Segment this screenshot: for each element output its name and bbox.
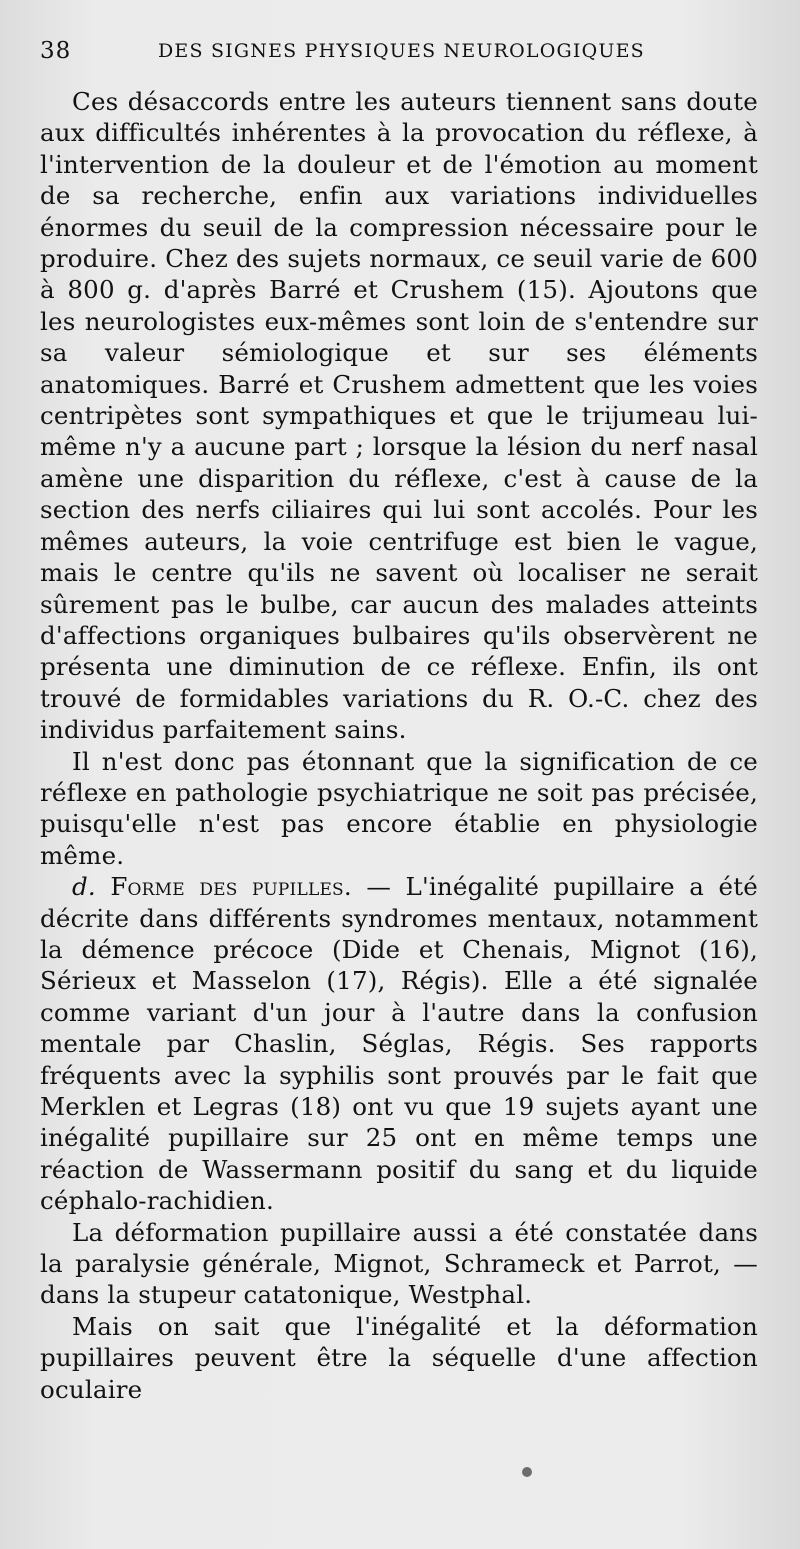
paragraph-1: Ces désaccords entre les auteurs tiennent sans doute aux difficultés inhérentes à la provocation du réflexe, à l'intervention de la douleur et de l'émotion au moment de sa recherche, enfin aux variations individuelles énormes du seuil de la compression nécessaire pour le produire. Chez des sujets normaux, ce seuil varie de 600 à 800 g. d'après Barré et Crushem (15). Ajoutons que les neurologistes eux-mêmes sont loin de s'entendre sur sa valeur sémiologique et sur ses éléments anatomiques. Barré et Crushem admettent que les voies centripètes sont sympathiques et que le trijumeau lui-même n'y a aucune part ; lorsque la lésion du nerf nasal amène une disparition du réflexe, c'est à cause de la section des nerfs ciliaires qui lui sont accolés. Pour les mêmes auteurs, la voie centrifuge est bien le vague, mais le centre qu'ils ne savent où localiser ne serait sûrement pas le bulbe, car aucun des malades atteints d'affections organiques bulbaires qu'ils observèrent ne présenta une diminution de ce réflexe. Enfin, ils ont trouvé de formidables variations du R. O.-C. chez des individus parfaitement sains. [40, 87, 758, 745]
body-text [40, 86, 758, 1405]
ink-mark [522, 1467, 532, 1477]
section-heading: Forme des pupilles. [110, 872, 352, 902]
page-header [40, 38, 760, 72]
page-number: 38 [40, 38, 72, 64]
paragraph-5: Mais on sait que l'inégalité et la déformation pupillaires peuvent être la séquelle d'une affection oculaire [40, 1311, 758, 1404]
section-label: d. [72, 872, 96, 902]
running-head-title: DES SIGNES PHYSIQUES NEUROLOGIQUES [158, 40, 645, 62]
paragraph-2: Il n'est donc pas étonnant que la signification de ce réflexe en pathologie psychiatrique ne soit pas précisée, puisqu'elle n'est pas encore établie en physiologie même. [40, 746, 758, 870]
paragraph-3 [40, 871, 758, 1216]
paragraph-3-text: — L'inégalité pupillaire a été décrite dans différents syndromes mentaux, notamment la démence précoce (Dide et Chenais, Mignot (16), Sérieux et Masselon (17), Régis). Elle a été signalée comme variant d'un jour à l'autre dans la confusion mentale par Chaslin, Séglas, Régis. Ses rapports fréquents avec la syphilis sont prouvés par le fait que Merklen et Legras (18) ont vu que 19 sujets ayant une inégalité pupillaire sur 25 ont en même temps une réaction de Wassermann positif du sang et du liquide céphalo-rachidien. [40, 872, 759, 1216]
paragraph-4: La déformation pupillaire aussi a été constatée dans la paralysie générale, Mignot, Schrameck et Parrot, — dans la stupeur catatonique, Westphal. [40, 1217, 758, 1310]
